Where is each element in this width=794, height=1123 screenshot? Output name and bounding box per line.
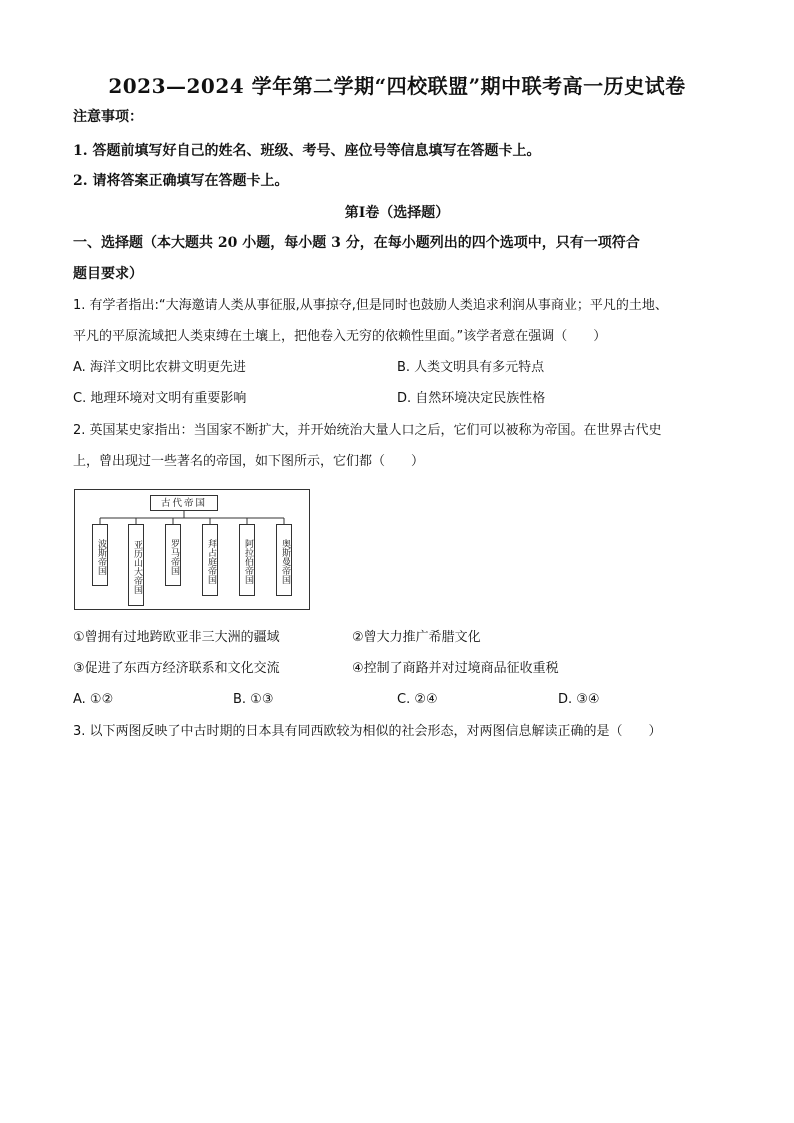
- notice-heading: 注意事项：: [73, 109, 143, 125]
- diagram-root-label: 古代帝国: [150, 495, 218, 511]
- q2-statement-1: ①曾拥有过地跨欧亚非三大洲的疆域: [73, 630, 280, 645]
- q2-option-c: C. ②④: [397, 692, 438, 707]
- q2-option-a: A. ①②: [73, 692, 114, 707]
- q1-option-b: B. 人类文明具有多元特点: [397, 360, 545, 375]
- exam-title: 2023—2024 学年第二学期“四校联盟”期中联考高一历史试卷: [108, 74, 686, 98]
- section-heading-line-2: 题目要求）: [73, 266, 143, 282]
- empire-ottoman: 奥斯曼帝国: [276, 524, 292, 596]
- empire-byzantine: 拜占庭帝国: [202, 524, 218, 596]
- notice-item-1: 1. 答题前填写好自己的姓名、班级、考号、座位号等信息填写在答题卡上。: [73, 143, 541, 159]
- q1-option-c: C. 地理环境对文明有重要影响: [73, 391, 247, 406]
- q2-statement-2: ②曾大力推广希腊文化: [352, 630, 481, 645]
- q1-option-a: A. 海洋文明比农耕文明更先进: [73, 360, 246, 375]
- empire-persian: 波斯帝国: [92, 524, 108, 586]
- empire-roman: 罗马帝国: [165, 524, 181, 586]
- q3-stem-line-1: 3. 以下两图反映了中古时期的日本具有同西欧较为相似的社会形态，对两图信息解读正确的是（ ）: [73, 724, 662, 739]
- q1-stem-line-2: 平凡的平原流域把人类束缚在土壤上，把他卷入无穷的依赖性里面。”该学者意在强调（ ）: [73, 329, 607, 344]
- notice-item-2: 2. 请将答案正确填写在答题卡上。: [73, 173, 289, 189]
- q2-statement-3: ③促进了东西方经济联系和文化交流: [73, 661, 280, 676]
- q2-stem-line-1: 2. 英国某史家指出：当国家不断扩大，并开始统治大量人口之后，它们可以被称为帝国。在世界古代史: [73, 423, 662, 438]
- empires-diagram: [74, 489, 310, 610]
- empire-alexander: 亚历山大帝国: [128, 524, 144, 606]
- empire-arab: 阿拉伯帝国: [239, 524, 255, 596]
- q2-option-d: D. ③④: [558, 692, 600, 707]
- section-heading-line-1: 一、选择题（本大题共 20 小题，每小题 3 分，在每小题列出的四个选项中，只有一项符合: [73, 235, 640, 251]
- q2-option-b: B. ①③: [233, 692, 274, 707]
- q2-statement-4: ④控制了商路并对过境商品征收重税: [352, 661, 559, 676]
- q1-option-d: D. 自然环境决定民族性格: [397, 391, 546, 406]
- q2-stem-line-2: 上，曾出现过一些著名的帝国，如下图所示，它们都（ ）: [73, 454, 425, 469]
- q1-stem-line-1: 1. 有学者指出:“大海邀请人类从事征服,从事掠夺,但是同时也鼓励人类追求利润从事商业；平凡的土地、: [73, 298, 668, 313]
- section-title: 第Ⅰ卷（选择题）: [344, 205, 450, 221]
